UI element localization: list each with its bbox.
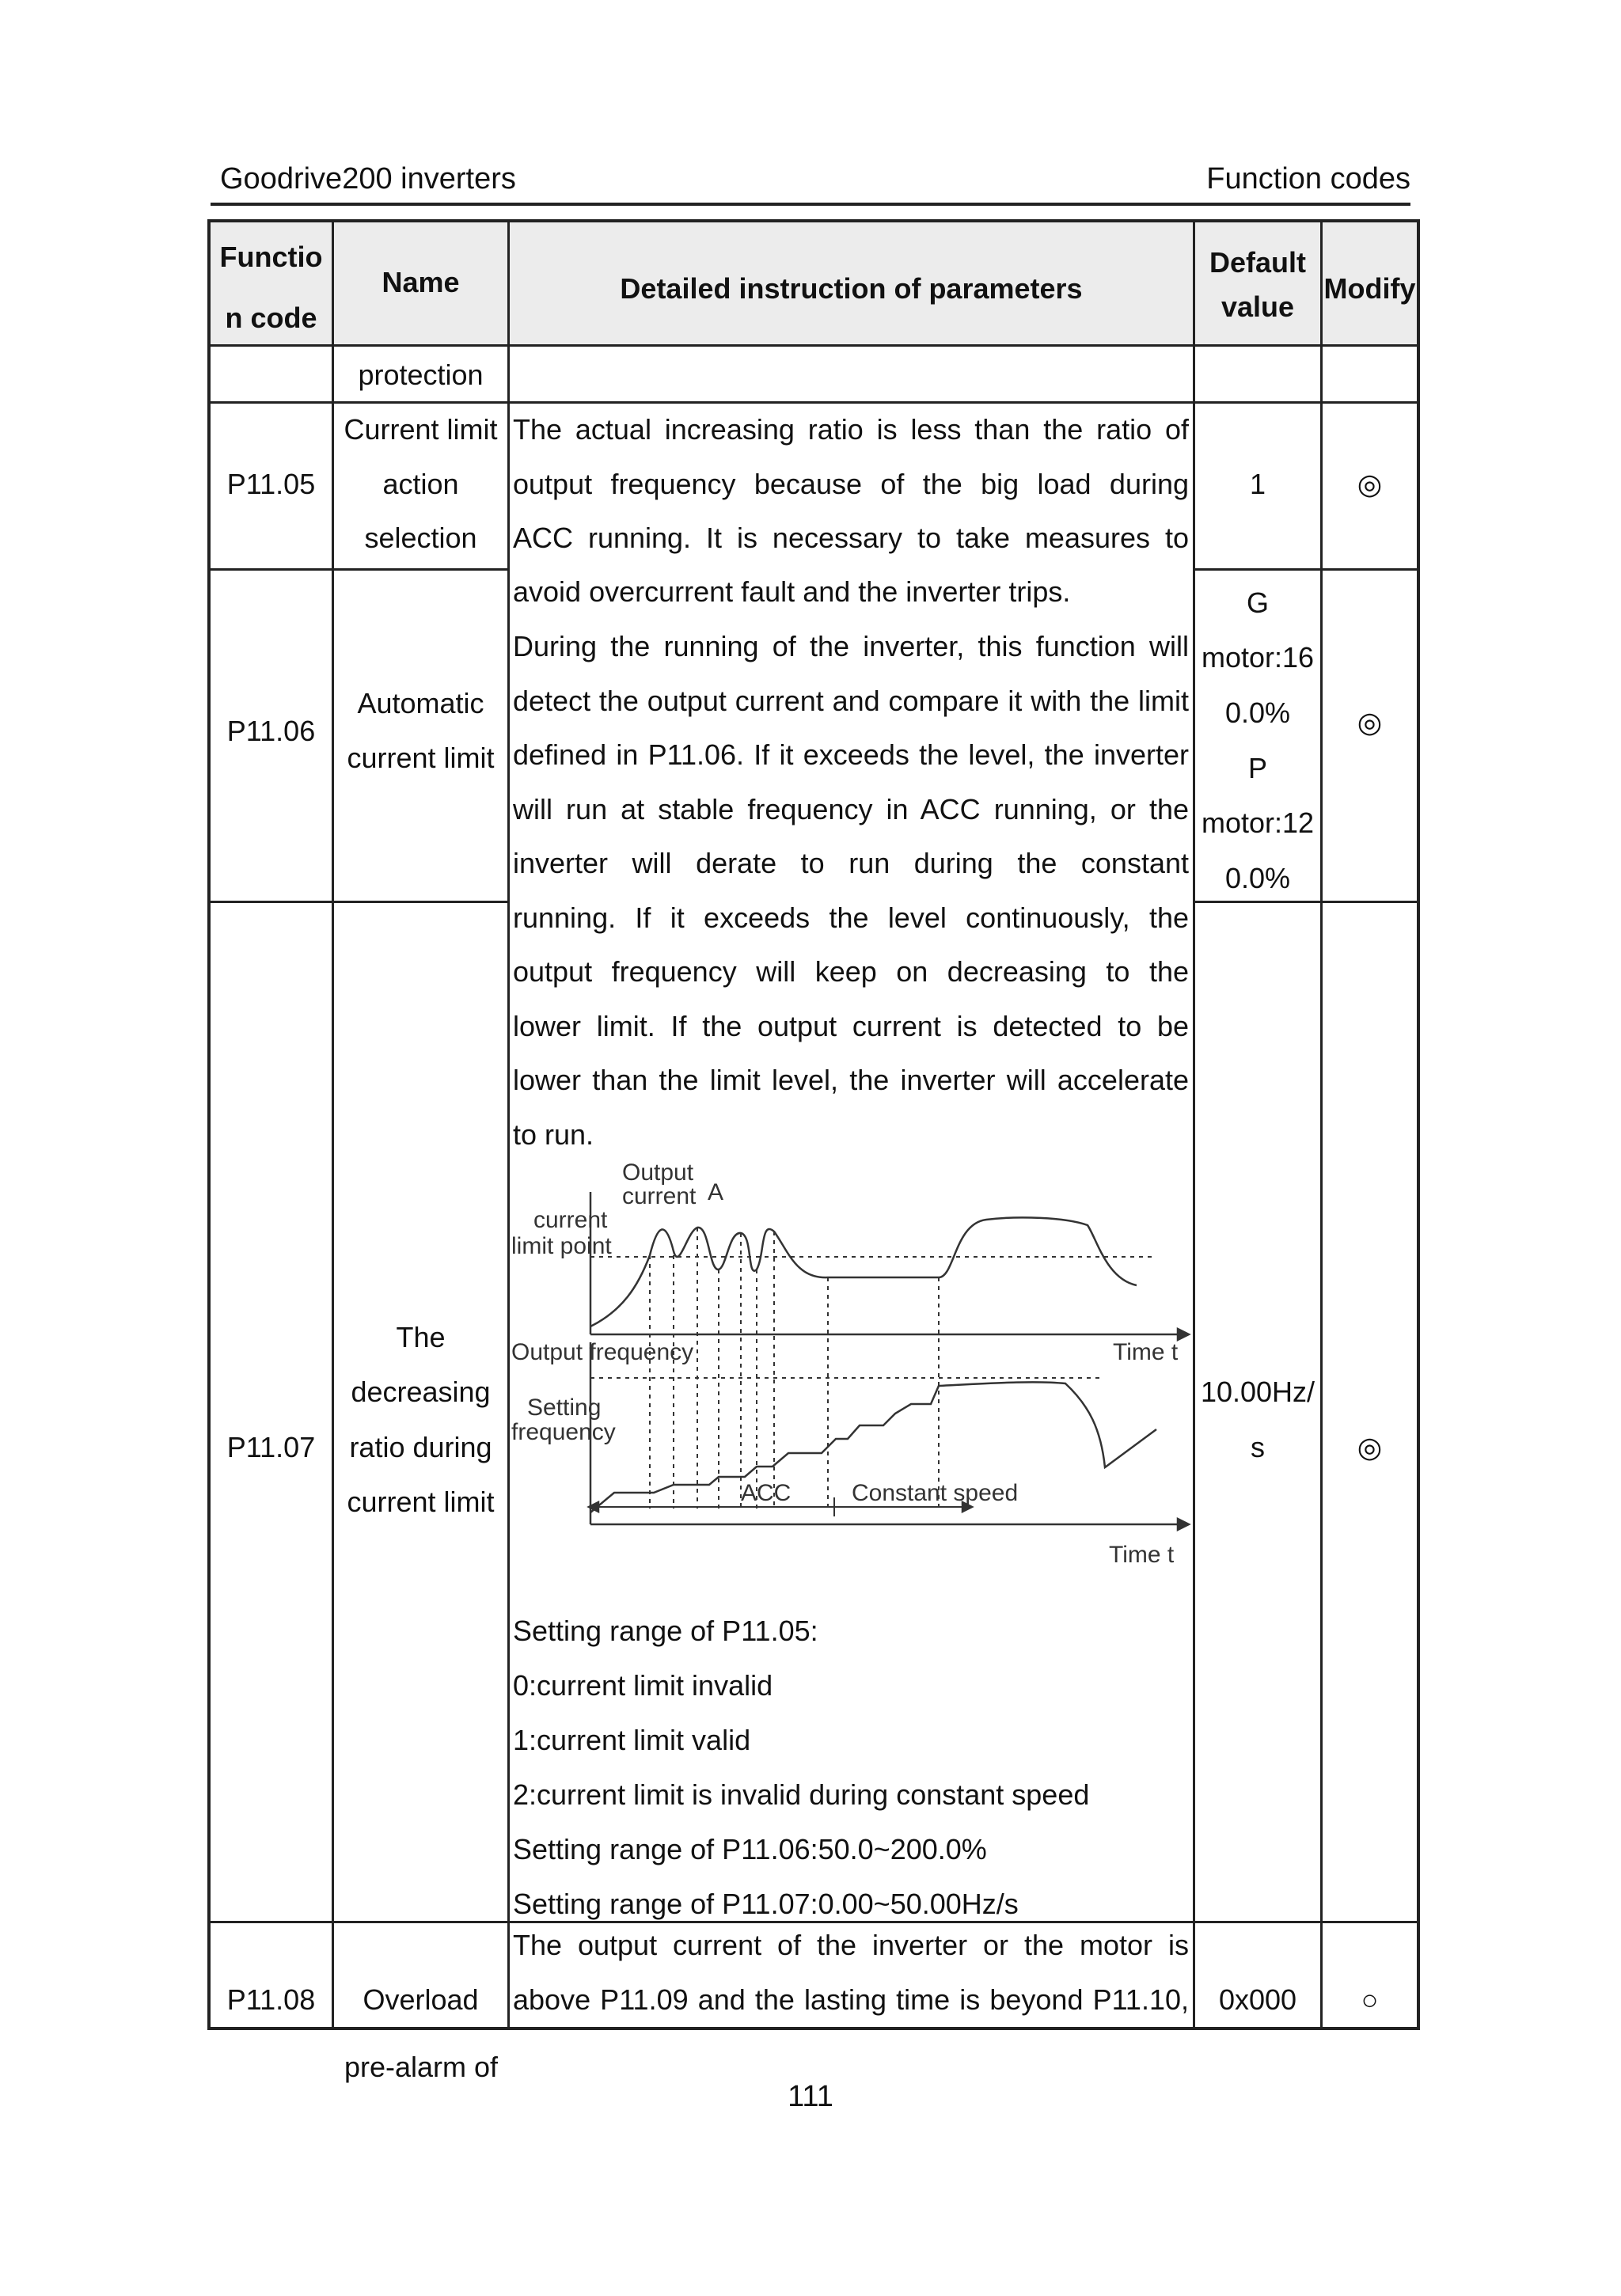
row-p1107-default-1: 10.00Hz/	[1200, 1376, 1315, 1408]
function-code-table	[207, 219, 1420, 2030]
row-p1106-default-1: G	[1246, 586, 1269, 619]
row-p1106-default-3: 0.0%	[1224, 696, 1291, 729]
row-p1106-code: P11.06	[226, 715, 316, 747]
row-p1108-default: 0x000	[1218, 1983, 1297, 2016]
range-line: 1:current limit valid	[513, 1724, 751, 1756]
row-p1107-name-4: current limit	[347, 1486, 495, 1518]
row-p1107-name-3: ratio during	[349, 1431, 492, 1463]
detail-line: running. If it exceeds the level continuously, the	[513, 901, 1189, 934]
header-rule	[211, 203, 1410, 206]
header-default-line2: value	[1220, 290, 1295, 323]
row-p1107-name-1: The	[396, 1321, 446, 1353]
row-line-2b	[1193, 568, 1417, 571]
detail-line: output frequency because of the big load during	[513, 467, 1189, 500]
row-p1106-name-1: Automatic	[357, 687, 484, 719]
fig-label-frequency: frequency	[511, 1419, 616, 1445]
detail-line: detect the output current and compare it with the limit	[513, 684, 1189, 717]
current-limit-diagram	[511, 1159, 1192, 1572]
row-p1107-name-2: decreasing	[351, 1376, 491, 1408]
row-line-3a	[211, 901, 508, 903]
row-p1106-default-6: 0.0%	[1224, 862, 1291, 894]
prev-row-name: protection	[358, 359, 484, 391]
detail-line: defined in P11.06. If it exceeds the level, the inverter	[513, 738, 1189, 771]
fig-label-limit-point: limit point	[511, 1233, 612, 1259]
fig-label-acc: ACC	[741, 1480, 792, 1506]
row-line-2a	[211, 568, 508, 571]
detail-line: above P11.09 and the lasting time is beyond P11.10,	[513, 1983, 1189, 2016]
fig-label-time-bottom: Time t	[1109, 1542, 1175, 1568]
row-p1105-modify: ◎	[1357, 468, 1383, 500]
page-number: 111	[788, 2080, 833, 2113]
detail-justified-b	[513, 620, 1189, 1108]
col-divider-2	[507, 222, 510, 2030]
row-p1105-code: P11.05	[226, 468, 316, 500]
fig-label-output-frequency: Output frequency	[511, 1339, 694, 1365]
doc-title: Goodrive200 inverters	[220, 162, 516, 195]
row-p1105-default: 1	[1249, 468, 1266, 500]
fig-label-output-current: Output	[622, 1159, 694, 1186]
fig-label-point-a: A	[708, 1179, 724, 1205]
detail-line: lower limit. If the output current is detected to be	[513, 1009, 1189, 1042]
row-p1108-code: P11.08	[226, 1983, 316, 2016]
fig-label-output-current-2: current	[622, 1183, 697, 1209]
row-p1108-modify: ○	[1361, 1983, 1379, 2016]
row-p1106-modify: ◎	[1357, 706, 1383, 738]
fig-label-time-top: Time t	[1113, 1339, 1179, 1365]
row-p1106-default-2: motor:16	[1201, 641, 1315, 674]
row-p1107-default-2: s	[1251, 1431, 1265, 1463]
header-code-line2: n code	[225, 302, 317, 334]
range-line: Setting range of P11.05:	[513, 1615, 818, 1647]
row-p1106-name-2: current limit	[347, 742, 495, 774]
section-title: Function codes	[1206, 162, 1410, 195]
range-line: Setting range of P11.07:0.00~50.00Hz/s	[513, 1888, 1019, 1920]
detail-line: ACC running. It is necessary to take measures to	[513, 522, 1189, 554]
detail-line: During the running of the inverter, this function will	[513, 630, 1189, 662]
range-line: 0:current limit invalid	[513, 1669, 773, 1702]
detail-line: inverter will derate to run during the constant	[513, 847, 1189, 879]
detail-p1108	[513, 1918, 1189, 2027]
detail-justified-a	[513, 403, 1189, 566]
header-bottom-line	[211, 344, 1417, 347]
row-p1108-name: Overload	[363, 1983, 479, 2016]
header-modify: Modify	[1323, 272, 1416, 305]
detail-line: will run at stable frequency in ACC running, or the	[513, 792, 1189, 825]
detail-line: The output current of the inverter or the motor is	[513, 1929, 1189, 1961]
row-p1106-default-4: P	[1247, 752, 1267, 784]
fig-label-current-limit: current	[533, 1207, 608, 1233]
range-line: Setting range of P11.06:50.0~200.0%	[513, 1833, 987, 1865]
detail-line: avoid overcurrent fault and the inverter trips.	[513, 575, 1071, 608]
row-p1108-name-overflow: pre-alarm of	[344, 2051, 499, 2083]
row-p1107-code: P11.07	[226, 1431, 316, 1463]
row-p1105-name-3: selection	[364, 522, 477, 554]
fig-label-constant-speed: Constant speed	[852, 1480, 1019, 1506]
range-line: 2:current limit is invalid during constant speed	[513, 1778, 1090, 1811]
detail-line: output frequency will keep on decreasing to the	[513, 955, 1189, 988]
header-name: Name	[382, 266, 460, 298]
detail-line: to run.	[513, 1118, 594, 1151]
header-detail: Detailed instruction of parameters	[620, 272, 1083, 305]
row-p1106-default-5: motor:12	[1201, 806, 1315, 839]
fig-label-setting: Setting	[527, 1395, 602, 1421]
row-p1105-name-2: action	[382, 468, 459, 500]
row-p1107-modify: ◎	[1357, 1431, 1383, 1463]
detail-line: lower than the limit level, the inverter will accelerate	[513, 1064, 1189, 1096]
header-default-line1: Default	[1209, 246, 1306, 279]
header-code-line1: Functio	[219, 241, 323, 273]
detail-line: The actual increasing ratio is less than the ratio of	[513, 413, 1189, 446]
row-p1105-name-1: Current limit	[344, 413, 498, 446]
